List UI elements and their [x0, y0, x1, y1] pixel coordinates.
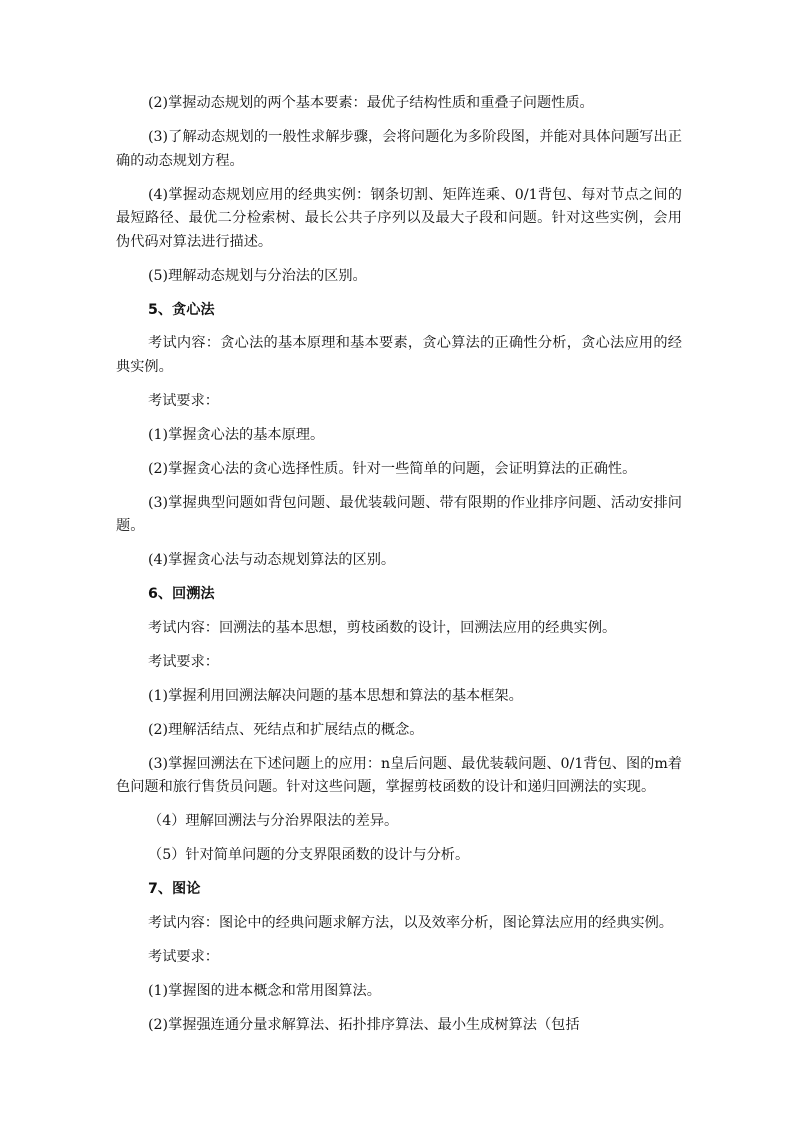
paragraph: (4)掌握动态规划应用的经典实例：钢条切割、矩阵连乘、0/1背包、每对节点之间的最短路径、最优二分检索树、最长公共子序列以及最大子段和问题。针对这些实例，会用伪代码对算法进行描述。 — [116, 186, 682, 250]
paragraph: (2)掌握贪心法的贪心选择性质。针对一些简单的问题，会证明算法的正确性。 — [148, 460, 637, 477]
paragraph: 考试要求： — [148, 948, 219, 965]
paragraph: 考试内容：回溯法的基本思想，剪枝函数的设计，回溯法应用的经典实例。 — [148, 619, 617, 636]
paragraph: 考试内容：贪心法的基本原理和基本要素，贪心算法的正确性分析，贪心法应用的经典实例。 — [116, 335, 682, 375]
paragraph: 考试要求： — [148, 653, 219, 670]
paragraph: (1)掌握利用回溯法解决问题的基本思想和算法的基本框架。 — [148, 687, 523, 704]
paragraph: (4)掌握贪心法与动态规划算法的区别。 — [148, 552, 396, 568]
paragraph: (1)掌握图的进本概念和常用图算法。 — [148, 982, 381, 999]
paragraph: 考试要求： — [148, 392, 219, 409]
paragraph: (3)了解动态规划的一般性求解步骤，会将问题化为多阶段图，并能对具体问题写出正确的动态规划方程。 — [116, 129, 682, 169]
paragraph: (3)掌握典型问题如背包问题、最优装载问题、带有限期的作业排序问题、活动安排问题。 — [116, 494, 682, 534]
paragraph: (1)掌握贪心法的基本原理。 — [148, 426, 325, 443]
paragraph: (2)掌握强连通分量求解算法、拓扑排序算法、最小生成树算法（包括 — [148, 1016, 580, 1033]
paragraph: (5)理解动态规划与分治法的区别。 — [148, 267, 367, 284]
paragraph: （5）针对简单问题的分支界限函数的设计与分析。 — [148, 847, 470, 863]
paragraph: (3)掌握回溯法在下述问题上的应用：n皇后问题、最优装载问题、0/1背包、图的m着色问题和旅行售货员问题。针对这些问题，掌握剪枝函数的设计和递归回溯法的实现。 — [116, 755, 682, 795]
section-heading: 6、回溯法 — [148, 586, 215, 602]
paragraph: (2)掌握动态规划的两个基本要素：最优子结构性质和重叠子问题性质。 — [148, 95, 594, 111]
section-heading: 5、贪心法 — [148, 301, 215, 318]
paragraph: (2)理解活结点、死结点和扩展结点的概念。 — [148, 721, 424, 738]
paragraph: 考试内容：图论中的经典问题求解方法，以及效率分析，图论算法应用的经典实例。 — [148, 914, 673, 931]
document-body — [116, 92, 682, 1048]
section-heading: 7、图论 — [148, 881, 201, 897]
paragraph: （4）理解回溯法与分治界限法的差异。 — [148, 813, 399, 829]
